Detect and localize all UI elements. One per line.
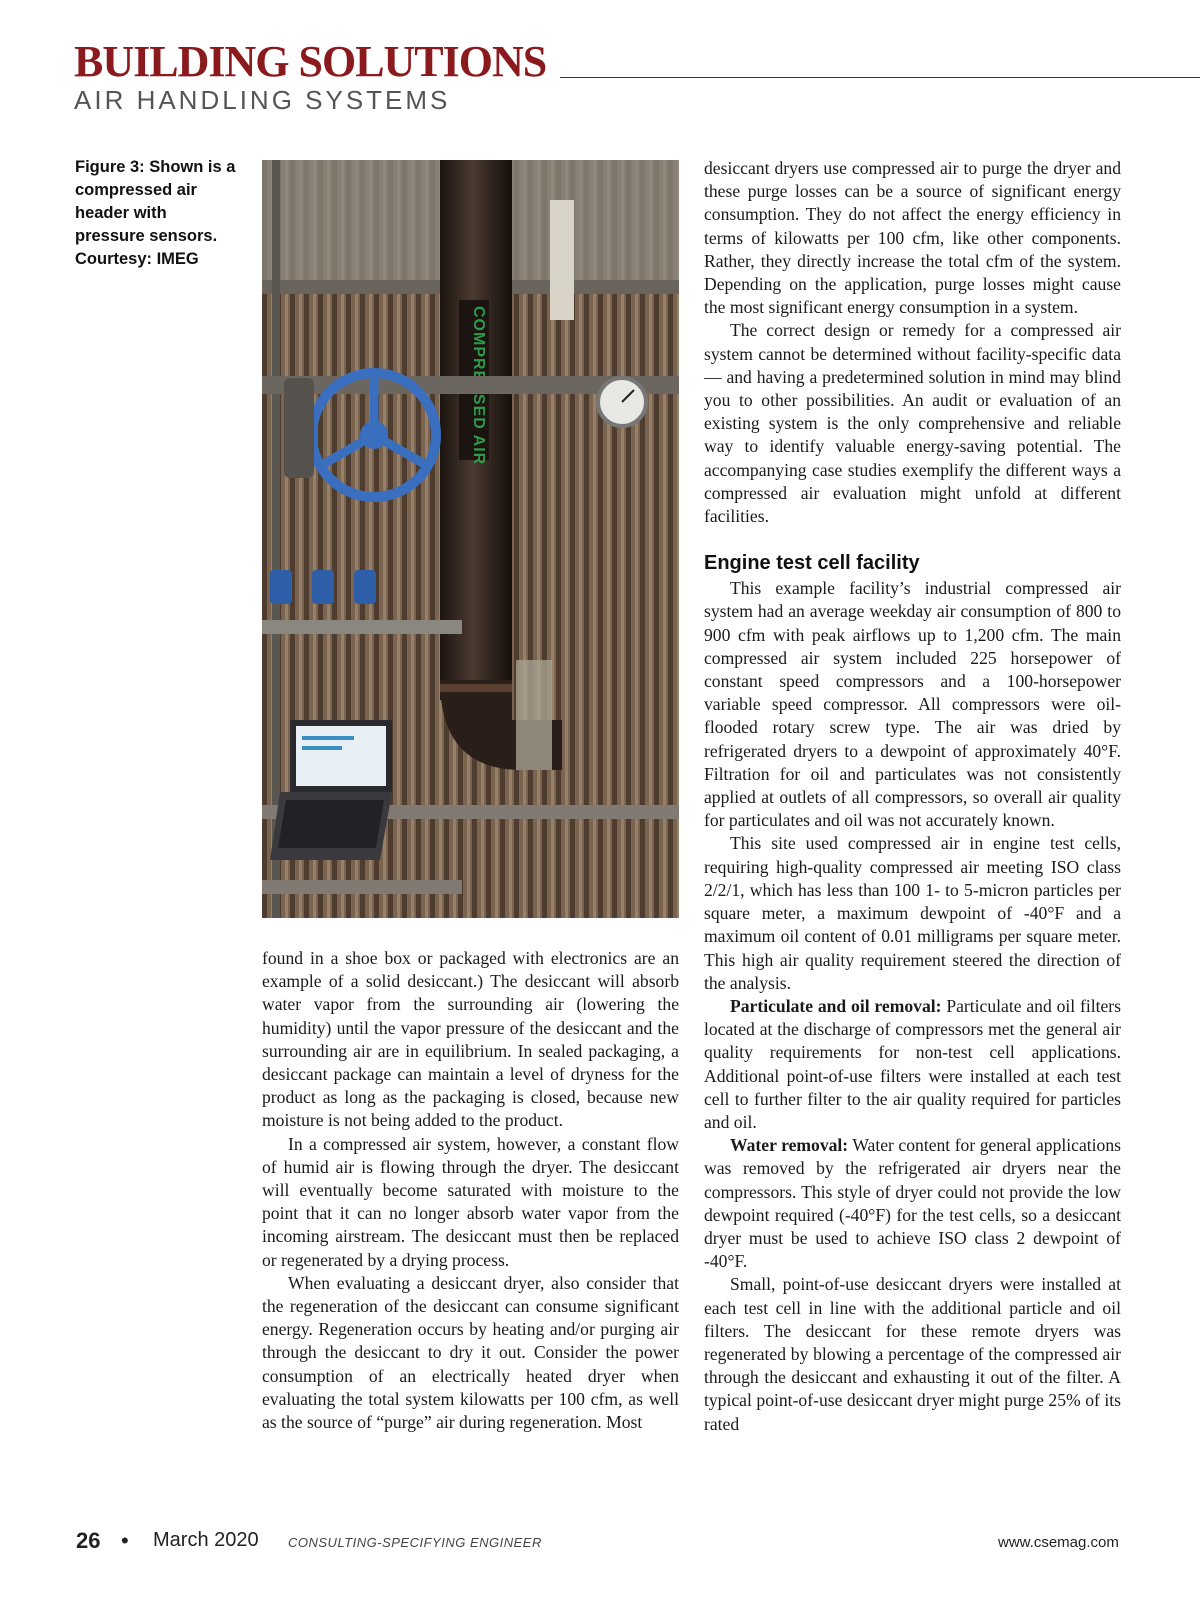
- section-subtitle: AIR HANDLING SYSTEMS: [74, 85, 451, 115]
- figure-caption: Figure 3: Shown is a compressed air header with pressure sensors. Courtesy: IMEG: [75, 158, 236, 268]
- compressed-air-header-illustration: [262, 160, 679, 918]
- section-heading: Engine test cell facility: [704, 552, 920, 575]
- paragraph: In a compressed air system, however, a constant flow of humid air is flowing through the dryer. The desiccant will eventually become saturated with moisture to the point that it can no longer absorb water vapor from the incoming airstream. The desiccant must then be replaced or regenerated by a drying process.: [262, 1133, 679, 1270]
- paragraph: This site used compressed air in engine test cells, requiring high-quality compressed air meeting ISO class 2/2/1, which has less than 100 1- to 5-micron particles per square meter, a maximum dewpoint of -40°F and a maximum oil content of 0.01 milligrams per square meter. This high air quality requirement steered the direction of the analysis.: [704, 833, 1121, 993]
- header-rule: [560, 77, 1200, 78]
- section-title: BUILDING SOLUTIONS: [74, 37, 547, 86]
- paragraph: This example facility’s industrial compressed air system had an average weekday air consumption of 800 to 900 cfm with peak airflows up to 1,200 cfm. The main compressed air system included 225 horsepower of constant speed compressors and a 100-horsepower variable speed compressor. All compressors were oil-flooded rotary screw type. The air was dried by refrigerated dryers to a dewpoint of approximately 40°F. Filtration for oil and particulates was not consistently applied at outlets of all compressors, so overall air quality for particulates and oil was not accurately known.: [704, 578, 1121, 831]
- figure-photo: [262, 160, 679, 918]
- magazine-name: CONSULTING-SPECIFYING ENGINEER: [288, 1535, 542, 1550]
- paragraph: [704, 995, 1121, 1134]
- run-in-heading: Water removal:: [730, 1135, 849, 1156]
- website-url: www.csemag.com: [998, 1534, 1119, 1551]
- paragraph: The correct design or remedy for a compressed air system cannot be determined without facility-specific data — and having a predetermined solution in mind may blind you to other possibilities. An audit or evaluation of an existing system is the only comprehensive and reliable way to identify valuable energy-saving potential. The accompanying case studies exemplify the different ways a compressed air evaluation might unfold at different facilities.: [704, 320, 1121, 527]
- paragraph: [704, 1134, 1121, 1273]
- paragraph: desiccant dryers use compressed air to purge the dryer and these purge losses can be a source of significant energy consumption. They do not affect the energy efficiency in terms of kilowatts per 100 cfm, like other components. Rather, they directly increase the total cfm of the system. Depending on the application, purge losses might cause the most significant energy consumption in a system.: [704, 158, 1121, 318]
- right-text-column: [704, 157, 1121, 1436]
- paragraph: found in a shoe box or packaged with electronics are an example of a solid desiccant.) The desiccant will absorb water vapor from the surrounding air (lowering the humidity) until the vapor pressure of the desiccant and the surrounding air are in equilibrium. In sealed packaging, a desiccant package can maintain a level of dryness for the product as long as the packaging is closed, because new moisture is not being added to the product.: [262, 948, 679, 1131]
- paragraph-body: Water content for general applications was removed by the refrigerated air dryers near the compressors. This style of dryer could not provide the low dewpoint required (-40°F) for the test cells, so a desiccant dryer must be used to achieve ISO class 2 dewpoint of -40°F.: [704, 1135, 1121, 1272]
- footer-bullet: •: [121, 1528, 129, 1553]
- paragraph: When evaluating a desiccant dryer, also consider that the regeneration of the desiccant can consume significant energy. Regeneration occurs by heating and/or purging air through the desiccant to dry it out. Consider the power consumption of an electrically heated dryer when evaluating the total system kilowatts per 100 cfm, as well as the source of “purge” air during regeneration. Most: [262, 1272, 679, 1433]
- page-number: 26: [76, 1528, 101, 1553]
- left-text-column: [262, 947, 679, 1434]
- page-footer: [0, 1528, 1200, 1558]
- paragraph: Small, point-of-use desiccant dryers were installed at each test cell in line with the additional particle and oil filters. The desiccant for these remote dryers was regenerated by blowing a percentage of the compressed air through the desiccant and exhausting it out of the filter. A typical point-of-use desiccant dryer might purge 25% of its rated: [704, 1274, 1121, 1434]
- issue-date: March 2020: [153, 1529, 259, 1551]
- paragraph-body: Particulate and oil filters located at the discharge of compressors met the general air quality requirements for non-test cell applications. Additional point-of-use filters were installed at each test cell to further filter to the air quality required for particles and oil.: [704, 995, 1121, 1132]
- run-in-heading: Particulate and oil removal:: [730, 995, 942, 1016]
